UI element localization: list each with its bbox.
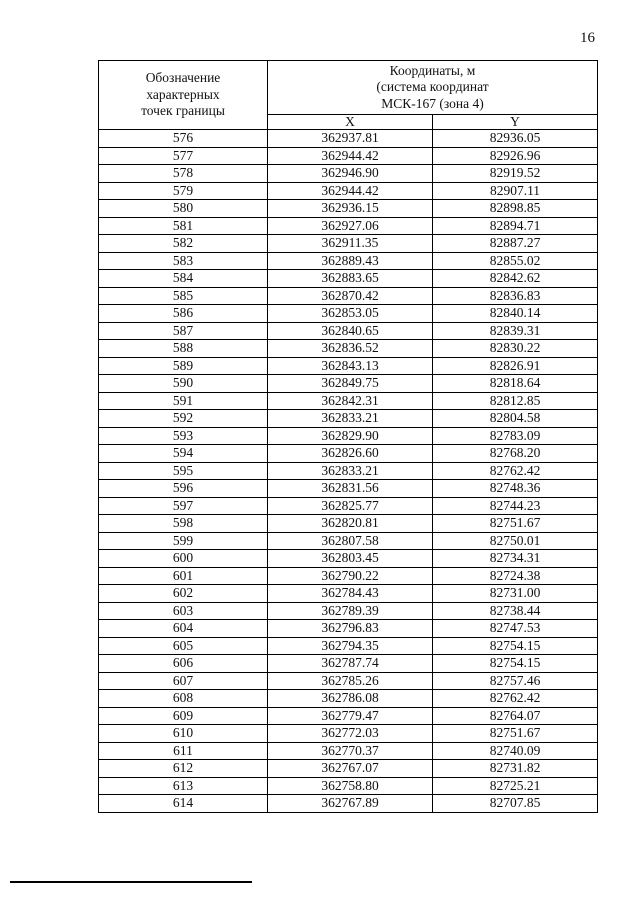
table-row — [99, 287, 598, 305]
table-row — [99, 427, 598, 445]
table-row — [99, 707, 598, 725]
point-number-cell: 587 — [99, 322, 268, 340]
table-row — [99, 777, 598, 795]
point-designation-header — [99, 61, 268, 130]
y-column-header: Y — [433, 115, 598, 130]
y-coordinate-cell: 82783.09 — [433, 427, 598, 445]
y-coordinate-cell: 82926.96 — [433, 147, 598, 165]
point-number-cell: 609 — [99, 707, 268, 725]
y-coordinate-cell: 82725.21 — [433, 777, 598, 795]
x-coordinate-cell: 362840.65 — [268, 322, 433, 340]
table-row — [99, 742, 598, 760]
x-coordinate-cell: 362911.35 — [268, 235, 433, 253]
y-coordinate-cell: 82754.15 — [433, 655, 598, 673]
point-number-cell: 600 — [99, 550, 268, 568]
x-coordinate-cell: 362889.43 — [268, 252, 433, 270]
point-number-cell: 597 — [99, 497, 268, 515]
y-coordinate-cell: 82747.53 — [433, 620, 598, 638]
x-coordinate-cell: 362786.08 — [268, 690, 433, 708]
x-coordinate-cell: 362849.75 — [268, 375, 433, 393]
coords-header-line-2: (система координат — [376, 79, 489, 95]
x-coordinate-cell: 362767.89 — [268, 795, 433, 813]
x-coordinate-cell: 362833.21 — [268, 410, 433, 428]
x-coordinate-cell: 362758.80 — [268, 777, 433, 795]
table-row — [99, 445, 598, 463]
x-coordinate-cell: 362843.13 — [268, 357, 433, 375]
point-number-cell: 612 — [99, 760, 268, 778]
coords-header-line-1: Координаты, м — [389, 62, 476, 78]
x-coordinate-cell: 362807.58 — [268, 532, 433, 550]
table-row — [99, 567, 598, 585]
y-coordinate-cell: 82757.46 — [433, 672, 598, 690]
table-row — [99, 532, 598, 550]
point-number-cell: 611 — [99, 742, 268, 760]
point-number-cell: 590 — [99, 375, 268, 393]
y-coordinate-cell: 82724.38 — [433, 567, 598, 585]
point-number-cell: 577 — [99, 147, 268, 165]
table-row — [99, 235, 598, 253]
point-number-cell: 579 — [99, 182, 268, 200]
table-row — [99, 165, 598, 183]
table-row — [99, 200, 598, 218]
y-coordinate-cell: 82734.31 — [433, 550, 598, 568]
table-row — [99, 182, 598, 200]
table-row — [99, 217, 598, 235]
point-number-cell: 578 — [99, 165, 268, 183]
footnote-separator — [10, 881, 252, 883]
x-coordinate-cell: 362833.21 — [268, 462, 433, 480]
table-row — [99, 497, 598, 515]
x-coordinate-cell: 362937.81 — [268, 130, 433, 148]
point-number-cell: 593 — [99, 427, 268, 445]
x-coordinate-cell: 362789.39 — [268, 602, 433, 620]
table-row — [99, 392, 598, 410]
point-number-cell: 588 — [99, 340, 268, 358]
x-coordinate-cell: 362946.90 — [268, 165, 433, 183]
x-coordinate-cell: 362936.15 — [268, 200, 433, 218]
table-row — [99, 637, 598, 655]
point-number-cell: 583 — [99, 252, 268, 270]
point-number-cell: 613 — [99, 777, 268, 795]
y-coordinate-cell: 82936.05 — [433, 130, 598, 148]
y-coordinate-cell: 82750.01 — [433, 532, 598, 550]
x-coordinate-cell: 362842.31 — [268, 392, 433, 410]
y-coordinate-cell: 82839.31 — [433, 322, 598, 340]
x-coordinate-cell: 362829.90 — [268, 427, 433, 445]
point-number-cell: 603 — [99, 602, 268, 620]
y-coordinate-cell: 82751.67 — [433, 725, 598, 743]
table-row — [99, 602, 598, 620]
y-coordinate-cell: 82818.64 — [433, 375, 598, 393]
x-coordinate-cell: 362927.06 — [268, 217, 433, 235]
page-number: 16 — [580, 30, 595, 46]
coords-header-line-3: МСК-167 (зона 4) — [381, 95, 484, 111]
point-number-cell: 606 — [99, 655, 268, 673]
x-column-header: X — [268, 115, 433, 130]
table-row — [99, 462, 598, 480]
x-coordinate-cell: 362790.22 — [268, 567, 433, 585]
y-coordinate-cell: 82907.11 — [433, 182, 598, 200]
table-row — [99, 690, 598, 708]
table-row — [99, 375, 598, 393]
point-number-cell: 610 — [99, 725, 268, 743]
x-coordinate-cell: 362787.74 — [268, 655, 433, 673]
table-row — [99, 410, 598, 428]
point-number-cell: 614 — [99, 795, 268, 813]
point-number-cell: 602 — [99, 585, 268, 603]
table-row — [99, 357, 598, 375]
point-number-cell: 595 — [99, 462, 268, 480]
point-number-cell: 589 — [99, 357, 268, 375]
point-number-cell: 580 — [99, 200, 268, 218]
coordinates-table — [98, 60, 598, 813]
point-header-line-3: точек границы — [141, 103, 225, 119]
y-coordinate-cell: 82887.27 — [433, 235, 598, 253]
point-number-cell: 592 — [99, 410, 268, 428]
table-row — [99, 795, 598, 813]
point-number-cell: 604 — [99, 620, 268, 638]
x-coordinate-cell: 362796.83 — [268, 620, 433, 638]
point-number-cell: 585 — [99, 287, 268, 305]
table-row — [99, 340, 598, 358]
point-number-cell: 582 — [99, 235, 268, 253]
y-coordinate-cell: 82898.85 — [433, 200, 598, 218]
x-coordinate-cell: 362779.47 — [268, 707, 433, 725]
x-coordinate-cell: 362944.42 — [268, 147, 433, 165]
table-row — [99, 725, 598, 743]
y-coordinate-cell: 82768.20 — [433, 445, 598, 463]
y-coordinate-cell: 82842.62 — [433, 270, 598, 288]
y-coordinate-cell: 82744.23 — [433, 497, 598, 515]
table-row — [99, 655, 598, 673]
point-number-cell: 581 — [99, 217, 268, 235]
y-coordinate-cell: 82751.67 — [433, 515, 598, 533]
y-coordinate-cell: 82707.85 — [433, 795, 598, 813]
y-coordinate-cell: 82764.07 — [433, 707, 598, 725]
table-row — [99, 760, 598, 778]
point-number-cell: 607 — [99, 672, 268, 690]
table-row — [99, 305, 598, 323]
table-row — [99, 480, 598, 498]
point-number-cell: 584 — [99, 270, 268, 288]
x-coordinate-cell: 362767.07 — [268, 760, 433, 778]
y-coordinate-cell: 82762.42 — [433, 462, 598, 480]
x-coordinate-cell: 362883.65 — [268, 270, 433, 288]
point-number-cell: 594 — [99, 445, 268, 463]
table-row — [99, 550, 598, 568]
point-header-line-1: Обозначение — [145, 70, 221, 86]
point-number-cell: 576 — [99, 130, 268, 148]
coordinates-table-body — [99, 130, 598, 813]
y-coordinate-cell: 82762.42 — [433, 690, 598, 708]
point-number-cell: 586 — [99, 305, 268, 323]
x-coordinate-cell: 362772.03 — [268, 725, 433, 743]
x-coordinate-cell: 362785.26 — [268, 672, 433, 690]
y-coordinate-cell: 82738.44 — [433, 602, 598, 620]
y-coordinate-cell: 82894.71 — [433, 217, 598, 235]
x-coordinate-cell: 362836.52 — [268, 340, 433, 358]
y-coordinate-cell: 82748.36 — [433, 480, 598, 498]
y-coordinate-cell: 82826.91 — [433, 357, 598, 375]
point-number-cell: 596 — [99, 480, 268, 498]
table-row — [99, 270, 598, 288]
point-number-cell: 591 — [99, 392, 268, 410]
x-coordinate-cell: 362944.42 — [268, 182, 433, 200]
x-coordinate-cell: 362831.56 — [268, 480, 433, 498]
x-coordinate-cell: 362853.05 — [268, 305, 433, 323]
y-coordinate-cell: 82740.09 — [433, 742, 598, 760]
y-coordinate-cell: 82840.14 — [433, 305, 598, 323]
x-coordinate-cell: 362820.81 — [268, 515, 433, 533]
y-coordinate-cell: 82731.00 — [433, 585, 598, 603]
table-row — [99, 585, 598, 603]
x-coordinate-cell: 362826.60 — [268, 445, 433, 463]
x-coordinate-cell: 362870.42 — [268, 287, 433, 305]
y-coordinate-cell: 82804.58 — [433, 410, 598, 428]
x-coordinate-cell: 362770.37 — [268, 742, 433, 760]
point-number-cell: 601 — [99, 567, 268, 585]
x-coordinate-cell: 362825.77 — [268, 497, 433, 515]
table-row — [99, 515, 598, 533]
coordinates-header — [268, 61, 598, 115]
point-number-cell: 598 — [99, 515, 268, 533]
point-header-line-2: характерных — [146, 86, 220, 102]
point-number-cell: 599 — [99, 532, 268, 550]
table-row — [99, 322, 598, 340]
x-coordinate-cell: 362803.45 — [268, 550, 433, 568]
y-coordinate-cell: 82812.85 — [433, 392, 598, 410]
x-coordinate-cell: 362794.35 — [268, 637, 433, 655]
y-coordinate-cell: 82830.22 — [433, 340, 598, 358]
point-number-cell: 605 — [99, 637, 268, 655]
y-coordinate-cell: 82855.02 — [433, 252, 598, 270]
y-coordinate-cell: 82836.83 — [433, 287, 598, 305]
y-coordinate-cell: 82919.52 — [433, 165, 598, 183]
x-coordinate-cell: 362784.43 — [268, 585, 433, 603]
table-row — [99, 672, 598, 690]
table-row — [99, 130, 598, 148]
y-coordinate-cell: 82731.82 — [433, 760, 598, 778]
table-row — [99, 620, 598, 638]
y-coordinate-cell: 82754.15 — [433, 637, 598, 655]
table-row — [99, 252, 598, 270]
point-number-cell: 608 — [99, 690, 268, 708]
table-row — [99, 147, 598, 165]
